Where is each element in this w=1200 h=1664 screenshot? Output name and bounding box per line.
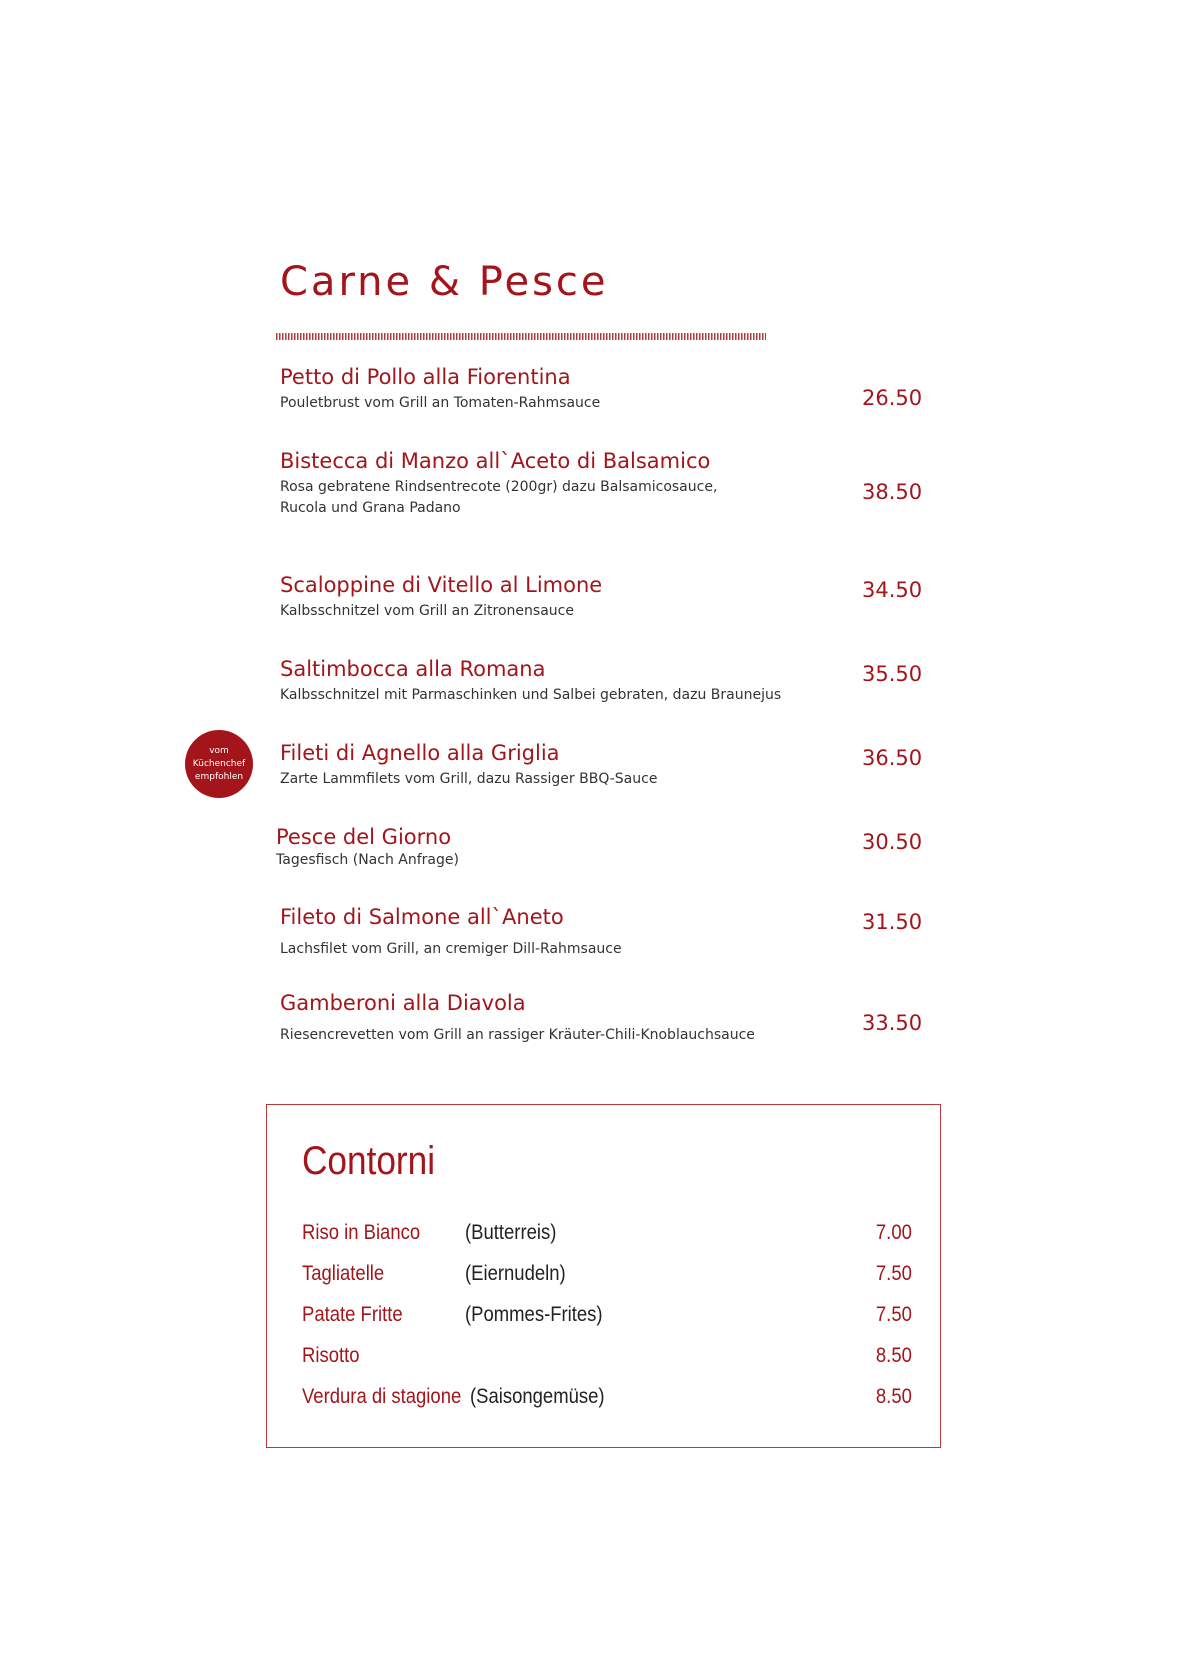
side-dish-name: Riso in Bianco xyxy=(302,1221,421,1244)
side-dish-note: (Butterreis) xyxy=(465,1221,557,1244)
contorni-title: Contorni xyxy=(302,1139,436,1183)
dish-name: Fileto di Salmone all`Aneto xyxy=(280,905,564,929)
dish-description: Kalbsschnitzel mit Parmaschinken und Salbei gebraten, dazu Braunejus xyxy=(280,687,782,703)
dish-name: Saltimbocca alla Romana xyxy=(280,657,546,681)
chef-recommendation-badge xyxy=(185,730,253,798)
side-dish-name: Risotto xyxy=(302,1344,360,1367)
side-dish-price: 7.00 xyxy=(876,1221,912,1244)
dish-price: 33.50 xyxy=(862,1011,923,1035)
dish-name: Petto di Pollo alla Fiorentina xyxy=(280,365,571,389)
side-dish-row xyxy=(302,1218,912,1248)
side-dish-price: 7.50 xyxy=(876,1262,912,1285)
section-title: Carne & Pesce xyxy=(280,259,609,305)
contorni-box xyxy=(266,1104,941,1448)
dish-item xyxy=(280,656,940,706)
side-dish-name: Patate Fritte xyxy=(302,1303,403,1326)
dish-item xyxy=(280,740,940,790)
dish-description: Pouletbrust vom Grill an Tomaten-Rahmsauce xyxy=(280,395,601,411)
dish-name: Bistecca di Manzo all`Aceto di Balsamico xyxy=(280,449,711,473)
dish-item xyxy=(280,364,940,414)
dish-item xyxy=(280,990,940,1046)
side-dish-note: (Eiernudeln) xyxy=(465,1262,566,1285)
dish-name: Gamberoni alla Diavola xyxy=(280,991,526,1015)
dish-name: Pesce del Giorno xyxy=(276,825,452,849)
side-dish-name: Verdura di stagione xyxy=(302,1385,462,1408)
dish-description: Lachsfilet vom Grill, an cremiger Dill-Rahmsauce xyxy=(280,941,622,957)
side-dish-name: Tagliatelle xyxy=(302,1262,385,1285)
side-dish-price: 7.50 xyxy=(876,1303,912,1326)
dish-description: Rosa gebratene Rindsentrecote (200gr) dazu Balsamicosauce, xyxy=(280,479,718,495)
dish-price: 30.50 xyxy=(862,830,923,854)
dish-item xyxy=(276,824,936,871)
dish-description: Tagesfisch (Nach Anfrage) xyxy=(276,852,459,868)
badge-text: vom xyxy=(209,745,229,756)
dish-description: Riesencrevetten vom Grill an rassiger Kräuter-Chili-Knoblauchsauce xyxy=(280,1027,755,1043)
side-dish-note: (Pommes-Frites) xyxy=(465,1303,603,1326)
badge-text: empfohlen xyxy=(194,771,244,782)
dish-item xyxy=(280,572,940,622)
dish-price: 31.50 xyxy=(862,910,923,934)
side-dish-row xyxy=(302,1382,912,1412)
dish-price: 38.50 xyxy=(862,480,923,504)
side-dish-row xyxy=(302,1341,912,1371)
dish-price: 34.50 xyxy=(862,578,923,602)
dish-description: Zarte Lammfilets vom Grill, dazu Rassiger BBQ-Sauce xyxy=(280,771,658,787)
side-dish-price: 8.50 xyxy=(876,1344,912,1367)
side-dish-row xyxy=(302,1300,912,1330)
dish-description: Rucola und Grana Padano xyxy=(280,500,461,516)
dotted-divider xyxy=(276,333,766,340)
dish-name: Fileti di Agnello alla Griglia xyxy=(280,741,560,765)
dish-description: Kalbsschnitzel vom Grill an Zitronensauce xyxy=(280,603,574,619)
dish-name: Scaloppine di Vitello al Limone xyxy=(280,573,603,597)
dish-price: 35.50 xyxy=(862,662,923,686)
dish-item xyxy=(280,448,940,519)
dish-price: 36.50 xyxy=(862,746,923,770)
side-dish-row xyxy=(302,1259,912,1289)
side-dish-note: (Saisongemüse) xyxy=(470,1385,605,1408)
badge-text: Küchenchef xyxy=(192,758,246,769)
side-dish-price: 8.50 xyxy=(876,1385,912,1408)
dish-price: 26.50 xyxy=(862,386,923,410)
dish-item xyxy=(280,904,940,960)
